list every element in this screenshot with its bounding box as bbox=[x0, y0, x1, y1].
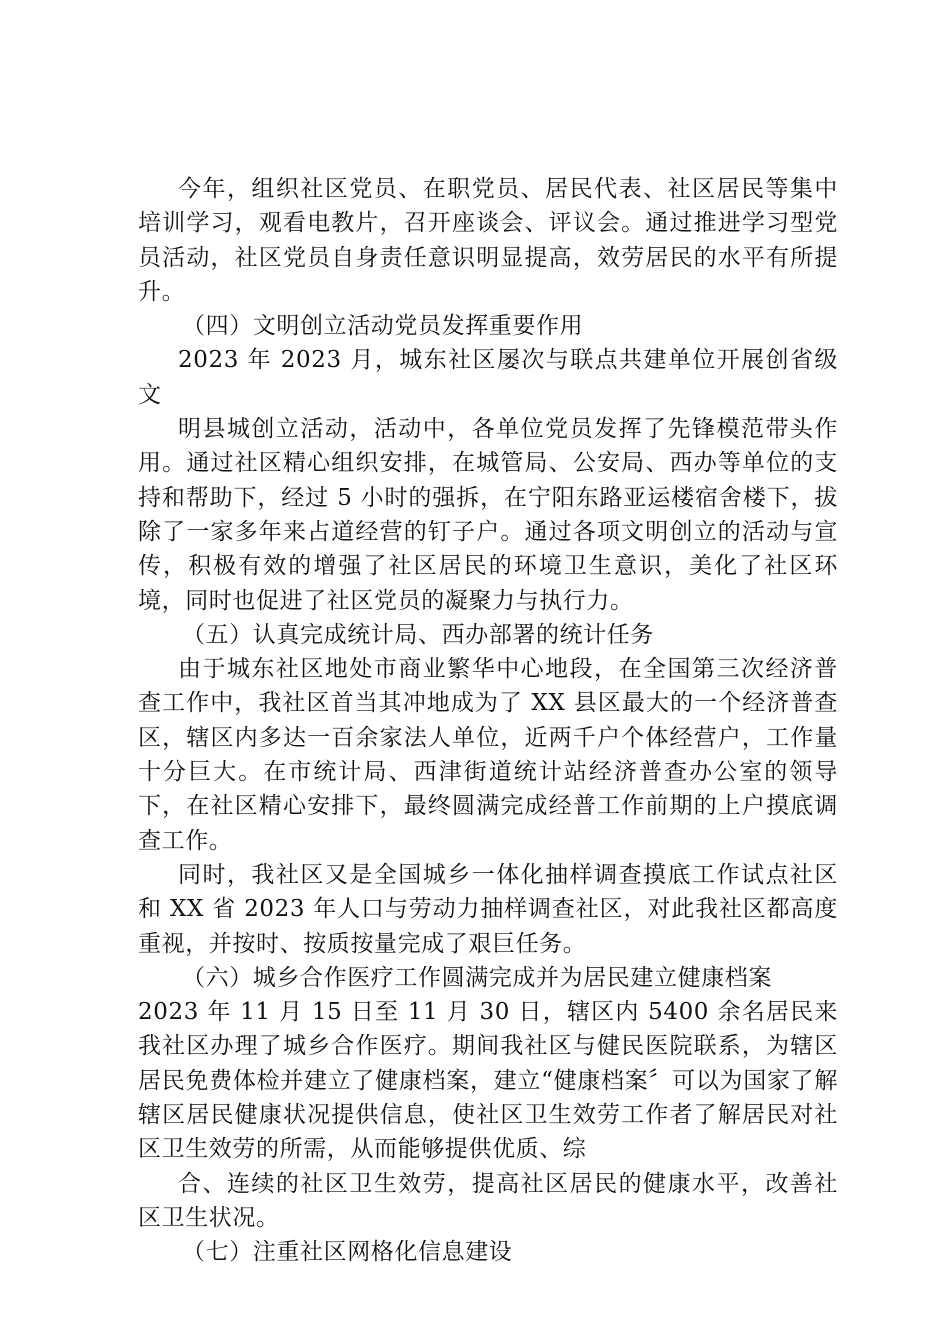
paragraph-sampling-survey: 同时，我社区又是全国城乡一体化抽样调查摸底工作试点社区和 XX 省 2023 年人口与劳动力抽样调查社区，对此我社区都高度重视，并按时、按质按量完成了艰巨任务。 bbox=[138, 861, 838, 957]
document-body bbox=[138, 172, 838, 1270]
section-heading-5: （五）认真完成统计局、西办部署的统计任务 bbox=[182, 621, 654, 648]
paragraph-economic-census: 由于城东社区地处市商业繁华中心地段，在全国第三次经济普查工作中，我社区首当其冲地成为了 XX 县区最大的一个经济普查区，辖区内多达一百余家法人单位，近两千户个体经营户，工作量十分巨大。在市统计局、西津街道统计站经济普查办公室的领导下，在社区精心安排下，最终圆满完成经普工作前期的上户摸底调查工作。 bbox=[138, 656, 838, 854]
paragraph-civilization-detail: 明县城创立活动，活动中，各单位党员发挥了先锋模范带头作用。通过社区精心组织安排，在城管局、公安局、西办等单位的支持和帮助下，经过 5 小时的强拆，在宁阳东路亚运楼宿舍楼下，拔除了一家多年来占道经营的钉子户。通过各项文明创立的活动与宣传，积极有效的增强了社区居民的环境卫生意识，美化了社区环境，同时也促进了社区党员的凝聚力与执行力。 bbox=[138, 416, 838, 614]
section-heading-7: （七）注重社区网格化信息建设 bbox=[182, 1239, 513, 1266]
paragraph-study-activities: 今年，组织社区党员、在职党员、居民代表、社区居民等集中培训学习，观看电教片，召开座谈会、评议会。通过推进学习型党员活动，社区党员自身责任意识明显提高，效劳居民的水平有所提升。 bbox=[138, 176, 838, 305]
section-heading-4: （四）文明创立活动党员发挥重要作用 bbox=[182, 313, 584, 340]
paragraph-civilization-intro: 2023 年 2023 月，城东社区屡次与联点共建单位开展创省级文 bbox=[138, 347, 838, 408]
paragraph-medical-cooperation: 2023 年 11 月 15 日至 11 月 30 日，辖区内 5400 余名居民来我社区办理了城乡合作医疗。期间我社区与健民医院联系，为辖区居民免费体检并建立了健康档案，建立“健康档案〞可以为国家了解辖区居民健康状况提供信息，使社区卫生效劳工作者了解居民对社区卫生效劳的所需，从而能够提供优质、综 bbox=[138, 999, 838, 1163]
section-heading-6: （六）城乡合作医疗工作圆满完成并为居民建立健康档案 bbox=[182, 964, 772, 991]
paragraph-health-service: 合、连续的社区卫生效劳，提高社区居民的健康水平，改善社区卫生状况。 bbox=[138, 1170, 838, 1231]
